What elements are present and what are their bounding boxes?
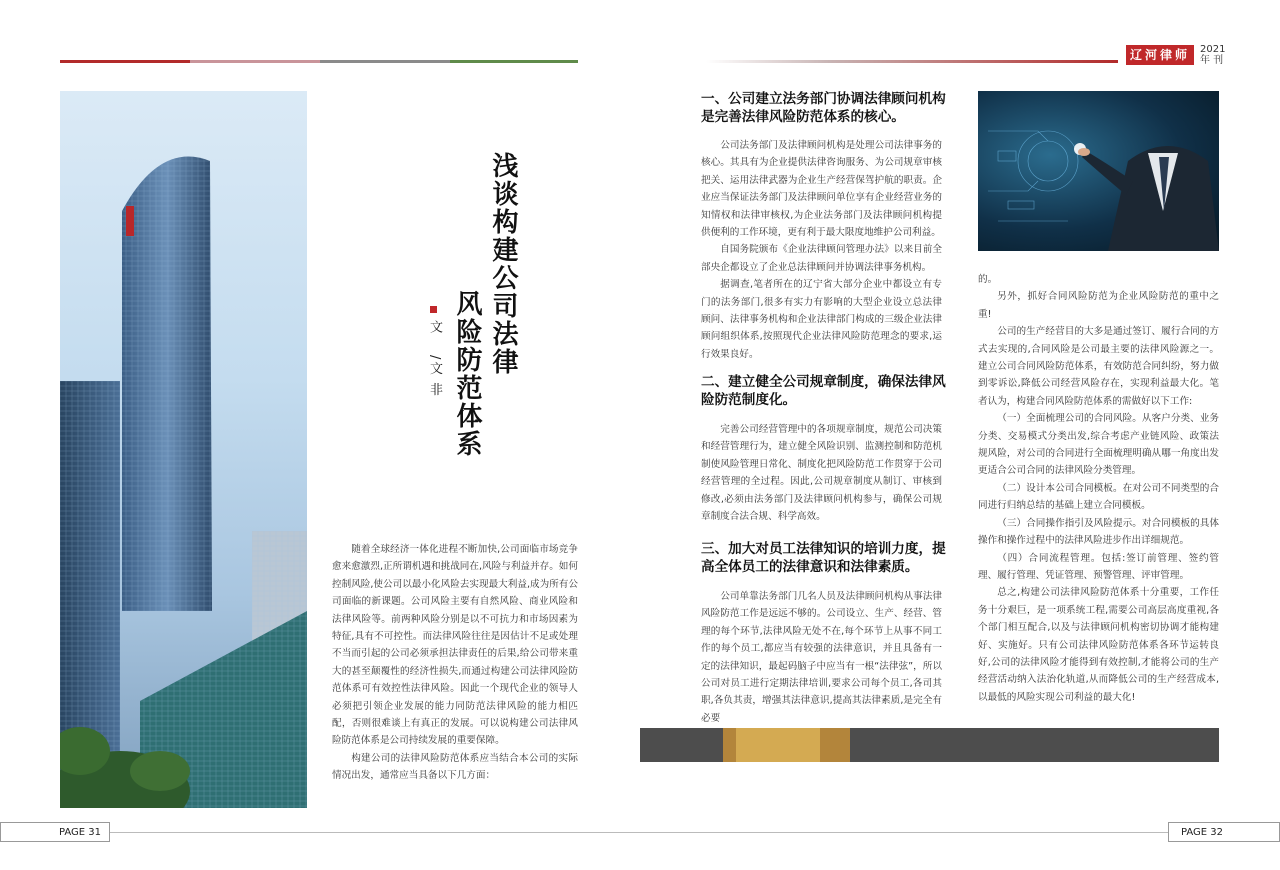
issue-label [1200,44,1225,66]
tower-logo-mark [126,206,134,236]
body-paragraph: （四）合同流程管理。包括:签订前管理、签约管理、履行管理、凭证管理、预警管理、评审管理。 [978,552,1219,581]
body-paragraph: （一）全面梳理公司的合同风险。从客户分类、业务分类、交易模式分类出发,综合考虑产业链风险、政策法规风险，对公司的合同进行全面梳理明确从哪一角度出发更适合公司合同的法律风险分类管理。 [978,413,1219,477]
header-color-bar-gray [320,60,450,63]
footer-line [0,832,1280,833]
body-paragraph: 公司法务部门及法律顾问机构是处理公司法律事务的核心。其具有为企业提供法律咨询服务、为公司规章审核把关、运用法律武器为企业生产经营保驾护航的职责。企业应当保证法务部门及法律顾问单位享有企业经营业务的知情权和法律审核权,为企业法务部门及法律顾问机构提供便利的工作环境，更有利于最大限度地维护公司利益。 [701,140,942,239]
section-3-body [701,588,942,727]
issue-year: 2021 [1200,44,1226,55]
body-paragraph: 的。 [978,274,998,285]
article-title-line2: 风险防范体系 [452,290,482,458]
business-tech-illustration [978,91,1219,251]
section-1-heading: 一、公司建立法务部门协调法律顾问机构是完善法律风险防范体系的核心。 [701,91,946,125]
section-3-heading: 三、加大对员工法律知识的培训力度，提高全体员工的法律意识和法律素质。 [701,541,946,575]
body-paragraph: （三）合同操作指引及风险提示。对合同模板的具体操作和操作过程中的法律风险进步作出详细规范。 [978,517,1219,547]
intro-paragraph: 构建公司的法律风险防范体系应当结合本公司的实际情况出发，通常应当具备以下几方面： [332,752,578,782]
section-2-body [701,421,942,525]
decorative-bar [640,728,1219,762]
issue-type: 年 刊 [1200,55,1224,66]
page-number-left: PAGE 31 [0,822,110,842]
intro-text [332,541,578,785]
header-rule-right [706,60,1118,63]
magazine-logo: 辽河律师 [1126,45,1194,65]
header-color-bar-pink [190,60,320,63]
body-paragraph: 另外，抓好合同风险防范为企业风险防范的重中之重! [978,291,1219,320]
body-paragraph: 总之,构建公司法律风险防范体系十分重要，工作任务十分艰巨，是一项系统工程,需要公司高层高度重视,各个部门相互配合,以及与法律顾问机构密切协调才能构建好、实施好。只有公司法律风险防范体系各环节运转良好,公司的法律风险才能得到有效控制,才能将公司的生产经营活动纳入法治化轨道,从而降低公司的生产经营成本,以最低的风险实现公司利益的最大化! [978,587,1219,703]
body-paragraph: 自国务院颁布《企业法律顾问管理办法》以来目前全部央企都设立了企业总法律顾问并协调法律事务机构。 [701,244,942,273]
byline-marker [430,306,437,313]
body-paragraph: 据调查,笔者所在的辽宁省大部分企业中都设立有专门的法务部门,很多有实力有影响的大型企业设立总法律顾问、法律事务机构和企业法律部门构成的三级企业法律顾问组织体系,按照现代企业法律风险防范理念的要求,运行效果良好。 [701,279,942,360]
body-paragraph: （二）设计本公司合同模板。在对公司不同类型的合同进行归纳总结的基础上建立合同模板。 [978,482,1219,512]
body-paragraph: 公司单靠法务部门几名人员及法律顾问机构从事法律风险防范工作是远远不够的。公司设立、生产、经营、管理的每个环节,法律风险无处不在,每个环节上从事不同工作的每个员工,都应当有较强的法律意识，并且具备有一定的法律知识，最起码脑子中应当有一根“法律弦”，所以公司对员工进行定期法律培训,要求公司每个员工,各司其职,各负其责，增强其法律意识,提高其法律素质,是完全有必要 [701,591,942,724]
section-2-heading: 二、建立健全公司规章制度，确保法律风险防范制度化。 [701,374,946,408]
article-title-line1: 浅谈构建公司法律 [488,152,518,376]
byline-author: /文 非 [427,355,442,398]
byline-label: 文 [427,320,442,335]
body-paragraph: 公司的生产经营目的大多是通过签订、履行合同的方式去实现的,合同风险是公司最主要的法律风险源之一。建立公司合同风险防范体系，有效防范合同纠纷，努力做到零诉讼,降低公司经营风险存在，实现利益最大化。笔者认为，构建合同风险防范体系的需做好以下工作: [978,326,1219,407]
skyscraper-photo [60,91,307,808]
right-column-body [978,271,1219,706]
intro-paragraph: 随着全球经济一体化进程不断加快,公司面临市场竞争愈来愈激烈,正所谓机遇和挑战同在,风险与利益并存。如何控制风险,使公司以最小化风险去实现最大利益,成为所有公司面临的新课题。公司风险主要有自然风险、商业风险和法律风险等。前两种风险分别是以不可抗力和市场因素为特征,具有不可控性。而法律风险往往是因估计不足或处理不当而引起的公司必须承担法律责任的后果,给公司带来重大的甚至颠覆性的经济性损失,而通过构建公司法律风险防范体系可有效控性法律风险。因此一个现代企业的领导人必须把引领企业发展的能力同防范法律风险的能力相匹配，否则很难谈上有真正的发展。可以说构建公司法律风险防范体系是公司持续发展的重要保障。 [332,544,578,747]
header-color-bar-red [60,60,190,63]
header-color-bar-green [450,60,578,63]
business-tech-photo [978,91,1219,251]
page-number-right: PAGE 32 [1168,822,1280,842]
decorative-bar-gold-light [736,728,820,762]
body-paragraph: 完善公司经营管理中的各项规章制度，规范公司决策和经营管理行为，建立健全风险识别、监测控制和防范机制使风险管理日常化、制度化把风险防范工作贯穿于公司经营管理的全过程。因此,公司规章制度从制订、审核到修改,必须由法务部门及法律顾问机构参与，确保公司规章制度合法合规、科学高效。 [701,424,942,523]
skyscraper-illustration [60,91,307,808]
section-1-body [701,137,942,363]
